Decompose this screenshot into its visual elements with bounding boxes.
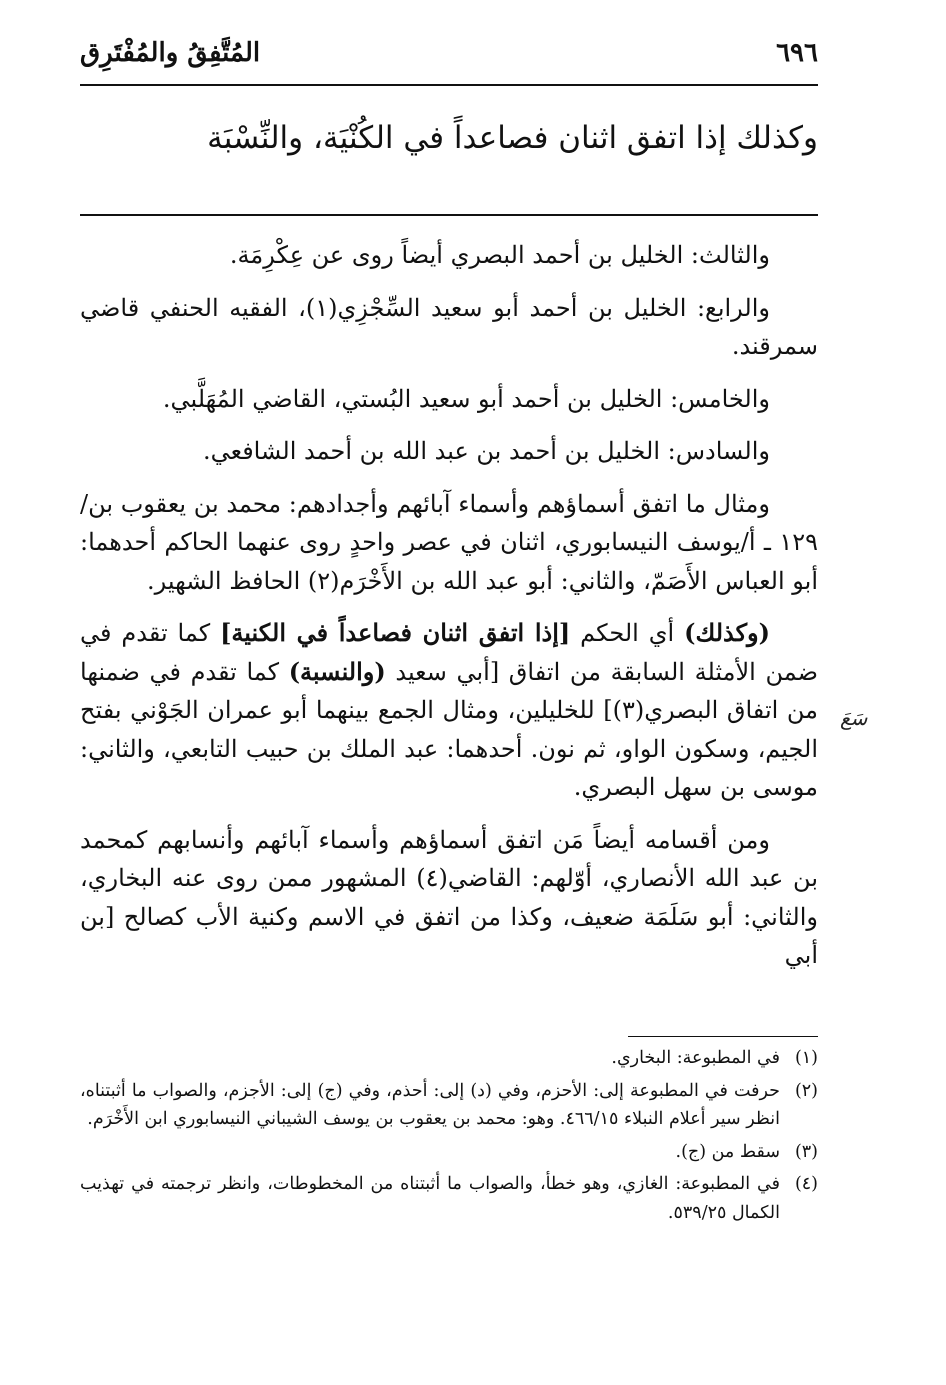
commentary-paragraph-divisions: ومن أقسامه أيضاً مَن اتفق أسماؤهم وأسماء آبائهم وأنسابهم كمحمد بن عبد الله الأنصاري، أوّلهم: القاضي(٤) المشهور ممن روى عنه البخاري، والثاني: أبو سَلَمَة ضعيف، وكذا من اتفق في الاسم وكنية الأب كصالح [بن أبي [80,825,818,969]
footnote-text: في المطبوعة: البخاري. [611,1048,780,1068]
footnote [80,1077,818,1134]
page-number: ٦٩٦ [776,38,818,68]
commentary-paragraph-sixth: والسادس: الخليل بن أحمد بن عبد الله بن أحمد الشافعي. [203,437,770,465]
footnote-number: (٤) [794,1174,818,1194]
matn-quote: (والنسبة) [288,656,386,686]
footnote-number: (١) [794,1048,818,1068]
footnotes [80,1044,818,1231]
commentary-paragraph-example: ومثال ما اتفق أسماؤهم وأسماء آبائهم وأجدادهم: محمد بن يعقوب بن/١٢٩ ـ أ/يوسف النيسابوري، اثنان في عصر واحدٍ روى عنهما الحاكم أحدهما: أبو العباس الأَصَمّ، والثاني: أبو عبد الله بن الأَخْرَم(٢) الحافظ الشهير. [80,489,818,595]
matn-separator-rule [80,214,818,216]
margin-annotation: سَعَ [840,706,868,730]
footnote-rule [628,1036,818,1037]
footnote-text: حرفت في المطبوعة إلى: الأحزم، وفي (د) إلى: أحذم، وفي (ج) إلى: الأجزم، والصواب ما أثبتناه، انظر سير أعلام النبلاء ٤٦٦/١٥. وهو: محمد بن يعقوب بن يوسف الشيباني النيسابوري ابن الأَخْرَم. [80,1080,780,1129]
matn-text: وكذلك إذا اتفق اثنان فصاعداً في الكُنْيَة، والنِّسْبَة [207,120,818,156]
commentary-paragraph-fourth: والرابع: الخليل بن أحمد أبو سعيد السِّجْزِي(١)، الفقيه الحنفي قاضي سمرقند. [80,293,818,360]
footnote-text: في المطبوعة: الغازي، وهو خطأ، والصواب ما أثبتناه من المخطوطات، وانظر ترجمته في تهذيب الكمال ٥٣٩/٢٥. [80,1174,780,1223]
footnote [80,1138,818,1167]
commentary-text: كما تقدم في ضمن الأمثلة السابقة من اتفاق [أبي سعيد [80,619,818,686]
header-rule [80,84,818,86]
matn-quote: [إذا اتفق اثنان فصاعداً في الكنية] [220,618,571,647]
footnote-number: (٢) [794,1080,818,1101]
commentary-paragraph-kunya [80,614,818,807]
commentary-paragraph-fifth: والخامس: الخليل بن أحمد أبو سعيد البُستي، القاضي المُهَلَّبي. [162,384,770,413]
running-title: المُتَّفِقُ والمُفْتَرِق [80,38,261,68]
footnote [80,1044,818,1073]
footnote-text: سقط من (ج). [675,1141,780,1162]
footnote-number: (٣) [794,1141,818,1162]
commentary-text: كما تقدم في ضمنها من اتفاق البصري(٣)] للخليلين، ومثال الجمع بينهما أبو عمران الجَوْني بفتح الجيم، وسكون الواو، ثم نون. أحدهما: عبد الملك بن حبيب التابعي، والثاني: موسى بن سهل البصري. [80,657,818,801]
commentary-body [80,236,818,983]
commentary-text: أي الحكم [570,619,685,647]
matn-quote-lead: (وكذلك) [684,618,770,647]
commentary-paragraph-third: والثالث: الخليل بن أحمد البصري أيضاً روى عن عِكْرِمَة. [229,241,770,269]
footnote [80,1170,818,1227]
